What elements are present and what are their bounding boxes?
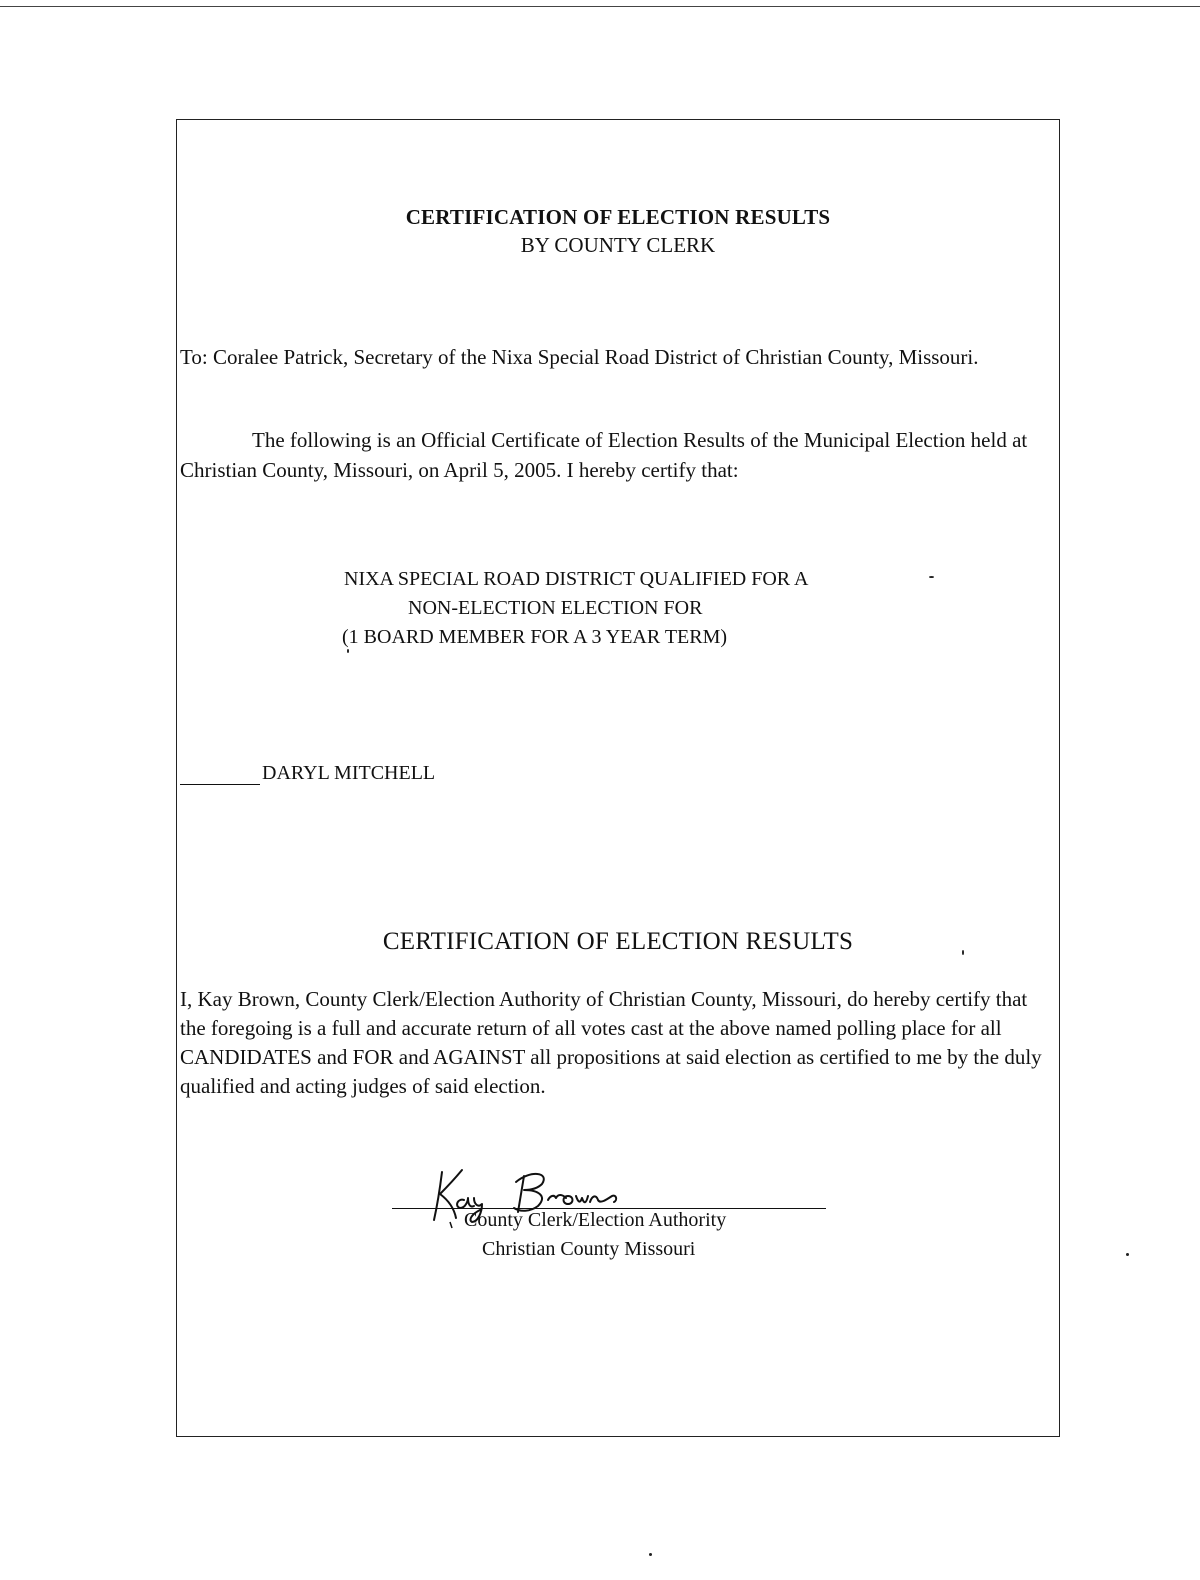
signatory-title: County Clerk/Election Authority bbox=[464, 1209, 727, 1231]
intro-paragraph: The following is an Official Certificate of Election Results of the Municipal Election held at Christian County, Missouri, on April 5, 2005. I hereby certify that: bbox=[180, 428, 1028, 482]
ballot-line-1: NIXA SPECIAL ROAD DISTRICT QUALIFIED FOR A bbox=[344, 568, 809, 590]
candidate-blank-line bbox=[180, 762, 260, 785]
document-subtitle: BY COUNTY CLERK bbox=[520, 233, 716, 257]
ballot-line-3: (1 BOARD MEMBER FOR A 3 YEAR TERM) bbox=[342, 626, 728, 648]
candidate-name: DARYL MITCHELL bbox=[262, 762, 436, 784]
top-rule bbox=[0, 6, 1200, 7]
candidate-entry bbox=[180, 762, 435, 785]
certification-paragraph: I, Kay Brown, County Clerk/Election Authority of Christian County, Missouri, do hereby certify that the foregoing is a full and accurate return of all votes cast at the above named polling place for all CANDIDATES and FOR and AGAINST all propositions at said election as certified to me by the duly qualified and acting judges of said election. bbox=[180, 987, 1042, 1098]
certification-heading: CERTIFICATION OF ELECTION RESULTS bbox=[382, 928, 854, 955]
ballot-description bbox=[300, 565, 940, 652]
ballot-line-2: NON-ELECTION ELECTION FOR bbox=[408, 597, 703, 619]
scan-speck bbox=[347, 649, 349, 653]
addressee-line: To: Coralee Patrick, Secretary of the Nixa Special Road District of Christian County, Missouri. bbox=[180, 345, 979, 369]
scan-speck bbox=[962, 950, 964, 955]
document-title: CERTIFICATION OF ELECTION RESULTS bbox=[405, 205, 831, 229]
signatory-county: Christian County Missouri bbox=[482, 1238, 696, 1260]
scan-speck bbox=[649, 1553, 652, 1556]
scan-speck bbox=[929, 576, 934, 578]
scan-speck bbox=[1126, 1253, 1129, 1256]
